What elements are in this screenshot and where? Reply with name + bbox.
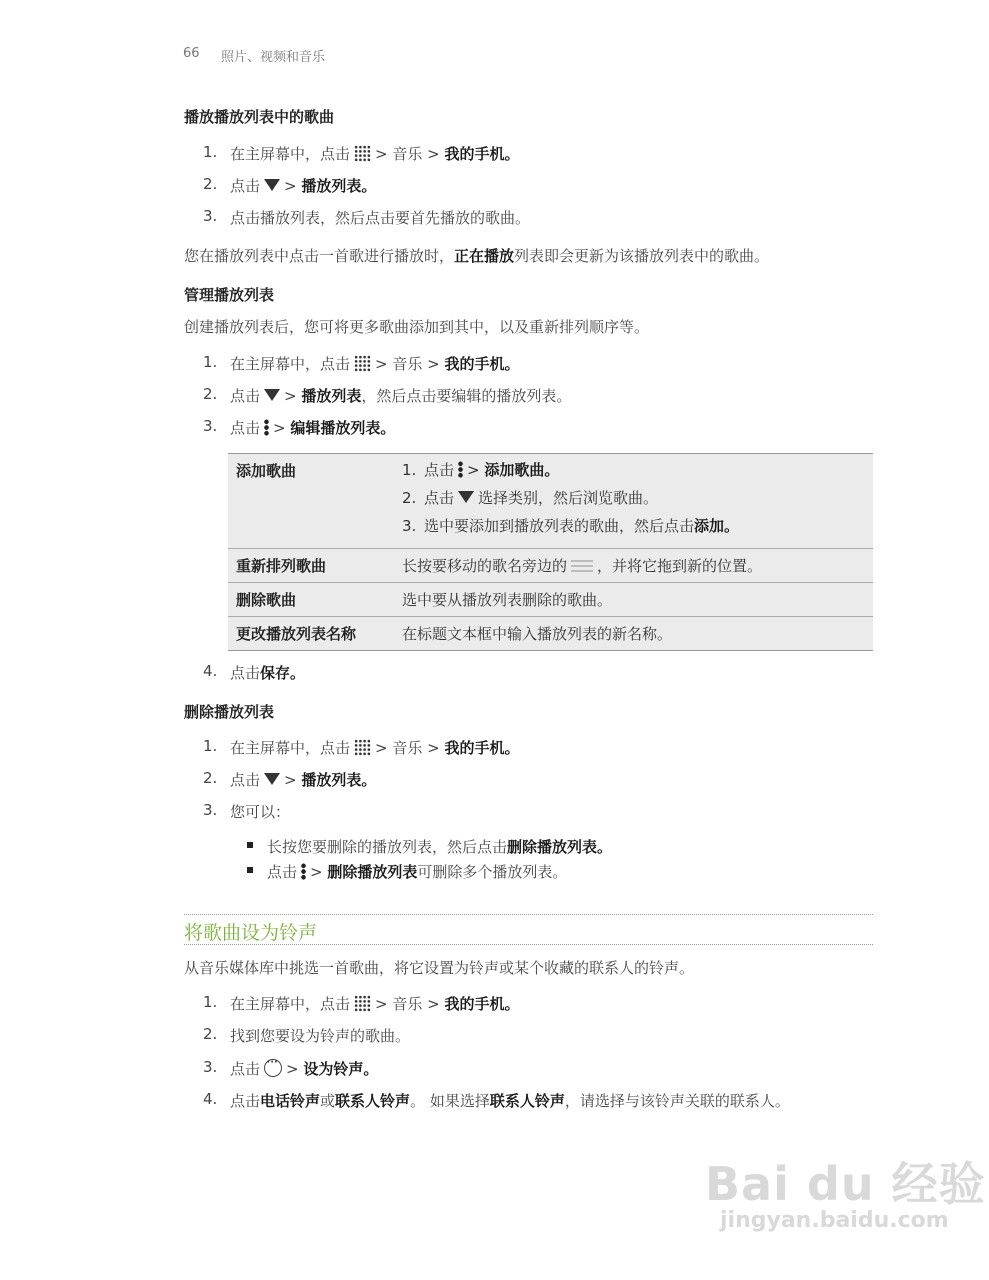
step-text: 或 (320, 1092, 336, 1110)
step-text: 在主屏幕中，点击 (230, 145, 351, 163)
substep-number: 3. (402, 517, 417, 535)
substep-number: 2. (402, 489, 417, 507)
step-number: 4. (203, 662, 218, 680)
step-text: 点击 (230, 177, 261, 195)
delete-step-3: 您可以： (230, 803, 291, 821)
play-step-2 (230, 175, 376, 196)
chapter-title: 照片、视频和音乐 (221, 50, 326, 65)
step-text: > 音乐 > (375, 995, 440, 1013)
step-number: 1. (203, 353, 218, 371)
ringtone-step-4 (230, 1090, 790, 1111)
step-text: 点击 (230, 1092, 261, 1110)
bullet (247, 842, 253, 848)
step-text: > (284, 387, 302, 405)
apps-grid-icon (354, 995, 371, 1012)
substep (402, 456, 865, 484)
step-target: 删除播放列表 (327, 863, 418, 881)
step-number: 1. (203, 143, 218, 161)
delete-option-2 (267, 861, 567, 882)
ringtone-step-3 (230, 1058, 378, 1079)
step-text: ，然后点击要编辑的播放列表。 (361, 387, 572, 405)
note-bold: 正在播放 (454, 247, 515, 265)
step-target: 播放列表。 (301, 177, 377, 195)
step-text: ，并将它拖到新的位置。 (597, 557, 763, 575)
ringtone-step-2: 找到您要设为铃声的歌曲。 (230, 1027, 411, 1045)
step-text: > (284, 177, 302, 195)
note-text: 您在播放列表中点击一首歌进行播放时， (184, 247, 455, 265)
step-number: 2. (203, 1025, 218, 1043)
option-name: 重新排列歌曲 (228, 549, 394, 583)
step-number: 3. (203, 1058, 218, 1076)
dropdown-triangle-icon (264, 773, 280, 785)
dropdown-triangle-icon (458, 491, 474, 503)
step-text: 在主屏幕中，点击 (230, 355, 351, 373)
step-text: > 音乐 > (375, 145, 440, 163)
table-row (228, 617, 873, 651)
delete-heading: 删除播放列表 (184, 703, 275, 721)
step-text: 长按您要删除的播放列表，然后点击 (267, 838, 508, 856)
step-number: 2. (203, 175, 218, 193)
option-description (394, 454, 873, 549)
step-target: 电话铃声 (260, 1092, 321, 1110)
step-text: 点击 (230, 387, 261, 405)
option-description: 在标题文本框中输入播放列表的新名称。 (394, 617, 873, 651)
step-text: 。 如果选择 (410, 1092, 490, 1110)
watermark-url: jingyan.baidu.com (720, 1208, 949, 1233)
step-target: 我的手机。 (444, 739, 520, 757)
apps-grid-icon (354, 739, 371, 756)
step-text: > (310, 863, 328, 881)
step-text: > (284, 771, 302, 789)
step-text: 在主屏幕中，点击 (230, 739, 351, 757)
manage-step-4 (230, 662, 305, 683)
apps-grid-icon (354, 145, 371, 162)
step-target: 添加。 (694, 517, 740, 535)
step-text: 点击 (424, 461, 455, 479)
section-divider-bottom (184, 944, 873, 945)
vertical-menu-icon (264, 419, 269, 436)
delete-option-1 (267, 836, 612, 857)
watermark-logo: Bai du 经验 (705, 1157, 986, 1211)
table-row (228, 454, 873, 549)
step-number: 1. (203, 993, 218, 1011)
step-target: 删除播放列表。 (507, 838, 613, 856)
delete-step-2 (230, 769, 376, 790)
step-text: 在主屏幕中，点击 (230, 995, 351, 1013)
step-text: > (286, 1060, 304, 1078)
play-note (184, 245, 769, 266)
delete-step-1 (230, 737, 520, 758)
step-target: 播放列表。 (301, 771, 377, 789)
page-number: 66 (183, 46, 200, 61)
manage-heading: 管理播放列表 (184, 286, 275, 304)
option-name: 删除歌曲 (228, 583, 394, 617)
dropdown-triangle-icon (264, 389, 280, 401)
note-text: 列表即会更新为该播放列表中的歌曲。 (514, 247, 770, 265)
step-number: 2. (203, 769, 218, 787)
step-text: 选择类别，然后浏览歌曲。 (478, 489, 659, 507)
step-number: 2. (203, 385, 218, 403)
play-heading: 播放播放列表中的歌曲 (184, 108, 335, 126)
dropdown-triangle-icon (264, 179, 280, 191)
table-row (228, 583, 873, 617)
manage-step-3 (230, 417, 395, 438)
step-target: 播放列表 (301, 387, 362, 405)
option-name: 更改播放列表名称 (228, 617, 394, 651)
play-step-1 (230, 143, 520, 164)
step-text: > (467, 461, 485, 479)
step-text: > 音乐 > (375, 739, 440, 757)
vertical-menu-icon (301, 863, 306, 880)
apps-grid-icon (354, 355, 371, 372)
ringtone-step-1 (230, 993, 520, 1014)
substep-number: 1. (402, 461, 417, 479)
option-description: 选中要从播放列表删除的歌曲。 (394, 583, 873, 617)
step-target: 我的手机。 (444, 995, 520, 1013)
step-text: > 音乐 > (375, 355, 440, 373)
manage-intro: 创建播放列表后，您可将更多歌曲添加到其中，以及重新排列顺序等。 (184, 318, 650, 336)
manage-step-2 (230, 385, 571, 406)
step-text: 点击 (267, 863, 298, 881)
option-name: 添加歌曲 (236, 462, 297, 480)
step-number: 3. (203, 207, 218, 225)
step-text: 可删除多个播放列表。 (417, 863, 568, 881)
step-text: 点击 (230, 664, 261, 682)
step-text: 长按要移动的歌名旁边的 (402, 557, 568, 575)
section-divider-top (184, 914, 873, 915)
step-target: 编辑播放列表。 (290, 419, 396, 437)
substep (402, 484, 865, 512)
step-text: ，请选择与该铃声关联的联系人。 (564, 1092, 790, 1110)
step-text: 选中要添加到播放列表的歌曲，然后点击 (424, 517, 695, 535)
substep (402, 512, 865, 540)
manage-step-1 (230, 353, 520, 374)
more-options-icon (264, 1059, 282, 1077)
step-text: 点击 (230, 419, 261, 437)
bullet (247, 867, 253, 873)
ringtone-intro: 从音乐媒体库中挑选一首歌曲，将它设置为铃声或某个收藏的联系人的铃声。 (184, 959, 695, 977)
option-description (394, 549, 873, 583)
play-step-3: 点击播放列表，然后点击要首先播放的歌曲。 (230, 209, 531, 227)
vertical-menu-icon (458, 461, 463, 478)
section-title: 将歌曲设为铃声 (184, 922, 318, 944)
step-number: 3. (203, 417, 218, 435)
step-target: 添加歌曲。 (484, 461, 560, 479)
step-target: 我的手机。 (444, 355, 520, 373)
step-target: 联系人铃声 (489, 1092, 565, 1110)
step-number: 3. (203, 801, 218, 819)
options-table (228, 453, 873, 651)
drag-handle-icon (571, 558, 593, 574)
step-target: 我的手机。 (444, 145, 520, 163)
step-text: 点击 (424, 489, 455, 507)
step-text: 点击 (230, 1060, 261, 1078)
step-target: 设为铃声。 (303, 1060, 379, 1078)
step-target: 联系人铃声 (335, 1092, 411, 1110)
step-text: > (273, 419, 291, 437)
step-number: 1. (203, 737, 218, 755)
step-number: 4. (203, 1090, 218, 1108)
step-target: 保存。 (260, 664, 306, 682)
step-text: 点击 (230, 771, 261, 789)
table-row (228, 549, 873, 583)
